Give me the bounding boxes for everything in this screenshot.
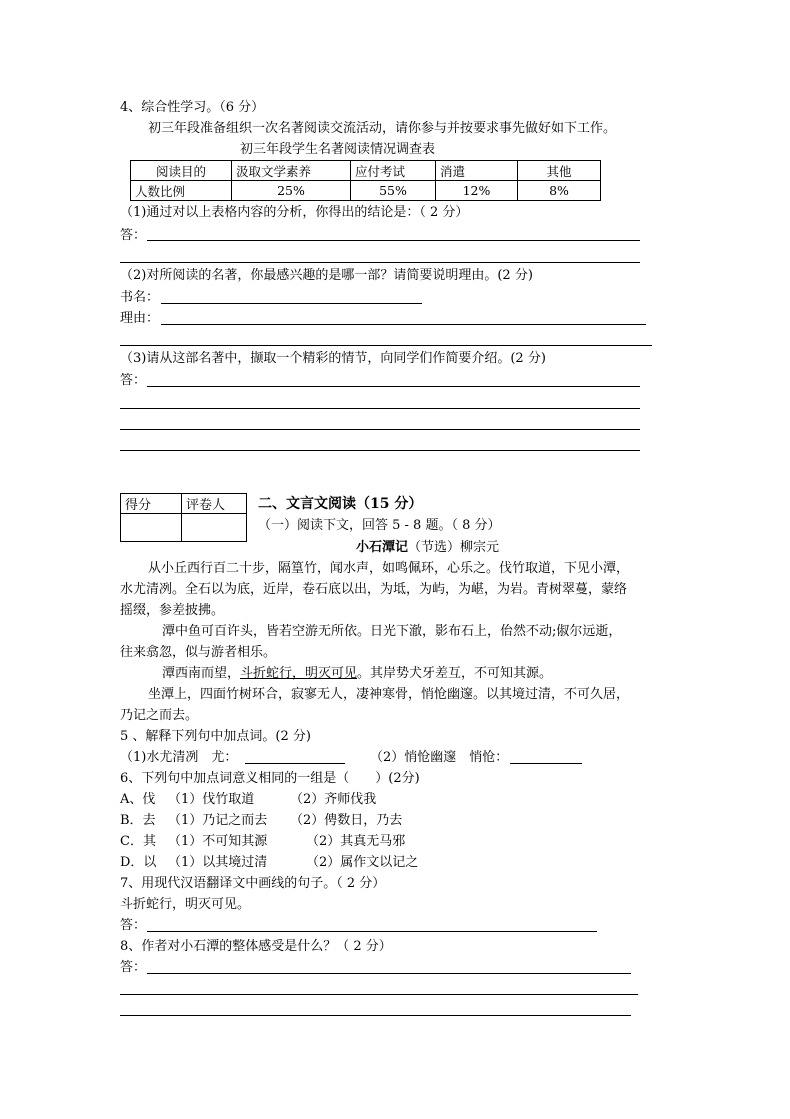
book-answer-line[interactable] bbox=[161, 303, 422, 304]
passage-line: 潭中鱼可百许头，皆若空游无所依。日光下澈，影布石上，佁然不动;俶尔远逝， bbox=[162, 624, 622, 639]
table-row bbox=[131, 181, 601, 201]
answer-line[interactable] bbox=[147, 973, 631, 974]
q5-heading: 5 、解释下列句中加点词。(2 分) bbox=[120, 729, 311, 744]
book-label: 书名： bbox=[120, 290, 160, 305]
answer-line[interactable] bbox=[120, 345, 652, 346]
table-cell: 人数比例 bbox=[131, 181, 232, 201]
passage-meta: （节选）柳宗元 bbox=[408, 540, 500, 555]
q5-answer-line-2[interactable] bbox=[510, 763, 582, 764]
score-cell[interactable] bbox=[121, 514, 182, 542]
passage-line: 水尤清冽。全石以为底，近岸，卷石底以出，为坻，为屿，为嵁，为岩。青树翠蔓，蒙络 bbox=[120, 582, 628, 597]
answer-label: 答： bbox=[120, 960, 147, 975]
q6-option-b: （2）俜数日，乃去 bbox=[290, 813, 403, 828]
passage-line: 从小丘西行百二十步，隔篁竹，闻水声，如鸣佩环，心乐之。伐竹取道，下见小潭， bbox=[148, 561, 630, 576]
q5-answer-line-1[interactable] bbox=[245, 763, 345, 764]
answer-line[interactable] bbox=[120, 450, 640, 451]
section2-title: 二、文言文阅读（15 分） bbox=[258, 496, 423, 512]
table-cell: 55% bbox=[351, 181, 436, 201]
q4-sub2: （2)对所阅读的名著，你最感兴趣的是哪一部？请简要说明理由。(2 分) bbox=[120, 268, 533, 283]
answer-label: 答： bbox=[120, 918, 147, 933]
passage-line: 往来翕忽，似与游者相乐。 bbox=[120, 645, 277, 660]
answer-label: 答： bbox=[120, 228, 147, 243]
table-cell: 阅读目的 bbox=[131, 161, 232, 181]
survey-table bbox=[130, 160, 601, 201]
passage-heading bbox=[356, 540, 499, 556]
table-cell: 汲取文学素养 bbox=[232, 161, 351, 181]
q4-sub3: （3)请从这部名著中，撷取一个精彩的情节，向同学们作简要介绍。(2 分) bbox=[120, 351, 546, 366]
reason-answer-line[interactable] bbox=[161, 324, 646, 325]
q6-option-a: （1）乃记之而去 bbox=[168, 813, 268, 828]
underlined-sentence: 斗折蛇行，明灭可见 bbox=[240, 666, 358, 681]
passage-line: 坐潭上，四面竹树环合，寂寥无人，凄神寒骨，悄怆幽邃。以其境过清，不可久居， bbox=[148, 687, 630, 702]
q7-sentence: 斗折蛇行，明灭可见。 bbox=[120, 897, 251, 912]
q6-option-b: （2）其真无马邪 bbox=[306, 834, 406, 849]
reason-label: 理由： bbox=[120, 311, 160, 326]
answer-line[interactable] bbox=[120, 429, 640, 430]
q4-heading: 4、综合性学习。（6 分） bbox=[120, 100, 265, 115]
passage-line: 摇缀，参差披拂。 bbox=[120, 603, 225, 618]
passage-text: 。其岸势犬牙差互，不可知其源。 bbox=[357, 666, 553, 681]
q4-sub1: （1)通过对以上表格内容的分析，你得出的结论是：（ 2 分） bbox=[120, 205, 469, 220]
table-cell: 应付考试 bbox=[351, 161, 436, 181]
q6-option-letter: A、伐 bbox=[120, 792, 156, 807]
q6-option-b: （2）属作文以记之 bbox=[306, 855, 419, 870]
passage-line bbox=[162, 666, 552, 682]
passage-title: 小石潭记 bbox=[356, 540, 409, 555]
score-label: 得分 bbox=[121, 494, 182, 514]
q6-option-letter: D．以 bbox=[120, 855, 157, 870]
answer-label: 答： bbox=[120, 373, 147, 388]
answer-line[interactable] bbox=[120, 994, 638, 995]
answer-line[interactable] bbox=[120, 262, 640, 263]
q7-heading: 7、用现代汉语翻译文中画线的句子。（ 2 分） bbox=[120, 876, 386, 891]
table-cell: 25% bbox=[232, 181, 351, 201]
answer-line[interactable] bbox=[147, 931, 597, 932]
q6-heading: 6、下列句中加点词意义相同的一组是（ ）(2分) bbox=[120, 771, 420, 786]
grader-label: 评卷人 bbox=[182, 494, 247, 514]
grader-cell[interactable] bbox=[182, 514, 247, 542]
q6-option-letter: B．去 bbox=[120, 813, 156, 828]
q8-heading: 8、作者对小石潭的整体感受是什么？（ 2 分） bbox=[120, 939, 392, 954]
q6-option-a: （1）伐竹取道 bbox=[168, 792, 255, 807]
score-box bbox=[120, 493, 247, 542]
passage-line: 乃记之而去。 bbox=[120, 708, 199, 723]
answer-line[interactable] bbox=[147, 386, 640, 387]
q6-option-a: （1）不可知其源 bbox=[168, 834, 268, 849]
passage-text: 潭西南而望， bbox=[162, 666, 241, 681]
q6-option-letter: C．其 bbox=[120, 834, 156, 849]
q5-item2: （2）悄怆幽邃 悄怆： bbox=[370, 750, 509, 765]
answer-line[interactable] bbox=[120, 1015, 631, 1016]
survey-table-title: 初三年段学生名著阅读情况调查表 bbox=[240, 142, 436, 157]
q6-option-a: （1）以其境过清 bbox=[168, 855, 268, 870]
table-cell: 消遣 bbox=[436, 161, 518, 181]
table-header-row bbox=[131, 161, 601, 181]
q6-option-b: （2）齐师伐我 bbox=[290, 792, 377, 807]
q5-item1: （1)水尤清冽 尤： bbox=[120, 750, 238, 765]
section2-instruction: （一）阅读下文，回答 5 - 8 题。（ 8 分） bbox=[258, 518, 501, 533]
q4-intro: 初三年段准备组织一次名著阅读交流活动，请你参与并按要求事先做好如下工作。 bbox=[148, 121, 617, 136]
answer-line[interactable] bbox=[120, 408, 640, 409]
table-cell: 12% bbox=[436, 181, 518, 201]
table-cell: 其他 bbox=[518, 161, 601, 181]
table-cell: 8% bbox=[518, 181, 601, 201]
answer-line[interactable] bbox=[147, 240, 640, 241]
